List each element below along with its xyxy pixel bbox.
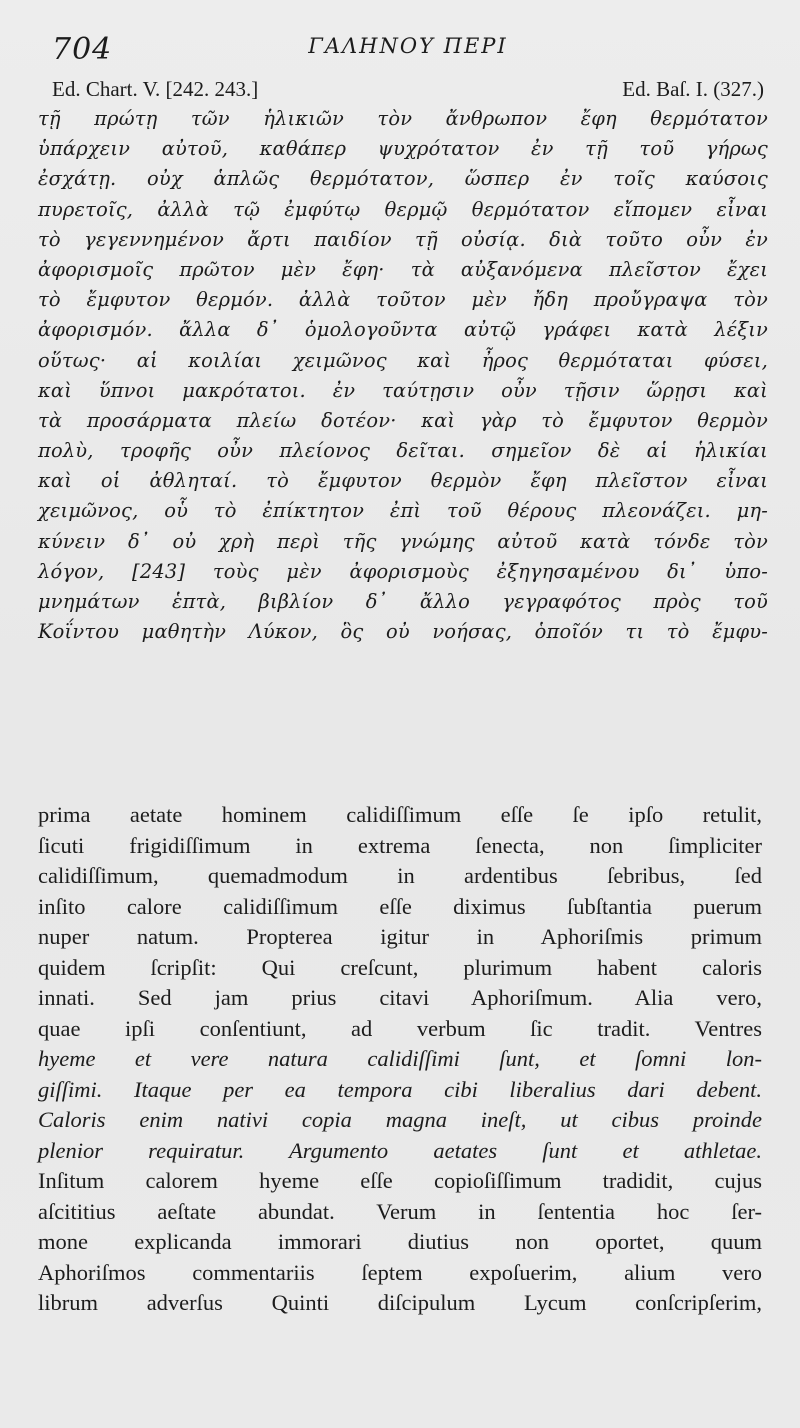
latin-text-line: nuper natum. Propterea igitur in Aphoriſmis primum [38,924,762,949]
latin-text-line: mone explicanda immorari diutius non oportet, quum [38,1229,762,1254]
greek-text-line: καὶ ὕπνοι μακρότατοι. ἐν ταύτῃσιν οὖν τῇσιν ὥρῃσι καὶ [38,378,768,402]
greek-text-line: πολὺ, τροφῆς οὖν πλείονος δεῖται. σημεῖον δὲ αἱ ἡλικίαι [38,439,768,463]
latin-text-line: aſcititius aeſtate abundat. Verum in ſententia hoc ſer- [38,1198,762,1224]
edition-basel-reference: Ed. Baſ. I. (327.) [622,77,764,101]
edition-reference-line [52,77,764,105]
greek-text-line: λόγον, [243] τοὺς μὲν ἀφορισμοὺς ἐξηγησαμένου δι᾽ ὑπο- [38,559,768,583]
greek-text-line: χειμῶνος, οὗ τὸ ἐπίκτητον ἐπὶ τοῦ θέρους πλεονάζει. μη- [38,499,768,523]
latin-text-line: ſicuti frigidiſſimum in extrema ſenecta, non ſimpliciter [38,832,762,858]
greek-text-line: Κοΐντου μαθητὴν Λύκον, ὃς οὐ νοήσας, ὁποῖόν τι τὸ ἔμφυ- [38,620,768,644]
greek-text-line: καὶ οἱ ἀθληταί. τὸ ἔμφυτον θερμὸν ἔφη πλεῖστον εἶναι [38,469,768,493]
latin-text-line: librum adverſus Quinti diſcipulum Lycum conſcripſerim, [38,1290,762,1315]
latin-text-line: quae ipſi conſentiunt, ad verbum ſic tradit. Ventres [38,1015,762,1041]
latin-text-line: inſito calore calidiſſimum eſſe diximus ſubſtantia puerum [38,893,762,919]
latin-text-line: innati. Sed jam prius citavi Aphoriſmum. Alia vero, [38,985,762,1010]
page-number: 704 [52,32,113,67]
latin-translation-column [38,800,762,1319]
greek-text-line: τὰ προσάρματα πλείω δοτέον· καὶ γὰρ τὸ ἔμφυτον θερμὸν [38,408,768,432]
greek-text-line: τὸ γεγεννημένον ἄρτι παιδίον τῇ οὐσίᾳ. διὰ τοῦτο οὖν ἐν [38,227,768,251]
greek-text-line: ἐσχάτῃ. οὐχ ἁπλῶς θερμότατον, ὥσπερ ἐν τοῖς καύσοις [38,167,768,191]
greek-text-line: ἀφορισμοῖς πρῶτον μὲν ἔφη· τὰ αὐξανόμενα πλεῖστον ἔχει [38,257,768,281]
latin-text-line: Aphoriſmos commentariis ſeptem expoſuerim, alium vero [38,1259,762,1285]
greek-text-line: πυρετοῖς, ἀλλὰ τῷ ἐμφύτῳ θερμῷ θερμότατον εἴπομεν εἶναι [38,197,768,221]
edition-chartier-reference: Ed. Chart. V. [242. 243.] [52,77,259,101]
greek-text-line: μνημάτων ἑπτὰ, βιβλίον δ᾽ ἄλλο γεγραφότος πρὸς τοῦ [38,590,768,613]
greek-text-line: ἀφορισμόν. ἄλλα δ᾽ ὁμολογοῦντα αὐτῷ γράφει κατὰ λέξιν [38,318,768,342]
greek-text-line: τῇ πρώτῃ τῶν ἡλικιῶν τὸν ἄνθρωπον ἔφη θερμότατον [38,107,768,130]
latin-text-line: giſſimi. Itaque per ea tempora cibi liberalius dari debent. [38,1076,762,1102]
latin-text-line: plenior requiratur. Argumento aetates ſunt et athletae. [38,1137,762,1163]
latin-text-line: hyeme et vere natura calidiſſimi ſunt, et ſomni lon- [38,1046,762,1071]
greek-text-line: οὕτως· αἱ κοιλίαι χειμῶνος καὶ ἦρος θερμόταται φύσει, [38,348,768,372]
running-title: ΓΑΛΗΝΟΥ ΠΕΡΙ [308,34,508,58]
greek-text-column [38,104,768,647]
greek-text-line: κύνειν δ᾽ οὐ χρὴ περὶ τῆς γνώμης αὐτοῦ κατὰ τόνδε τὸν [38,529,768,553]
latin-text-line: prima aetate hominem calidiſſimum eſſe ſe ipſo retulit, [38,802,762,827]
page-header [52,28,764,68]
greek-text-line: τὸ ἔμφυτον θερμόν. ἀλλὰ τοῦτον μὲν ἤδη προὔγραψα τὸν [38,288,768,312]
latin-text-line: Inſitum calorem hyeme eſſe copioſiſſimum tradidit, cujus [38,1168,762,1193]
latin-text-line: Caloris enim nativi copia magna ineſt, ut cibus proinde [38,1107,762,1132]
latin-text-line: quidem ſcripſit: Qui creſcunt, plurimum habent caloris [38,954,762,980]
greek-text-line: ὑπάρχειν αὐτοῦ, καθάπερ ψυχρότατον ἐν τῇ τοῦ γήρως [38,137,768,161]
latin-text-line: calidiſſimum, quemadmodum in ardentibus ſebribus, ſed [38,863,762,888]
